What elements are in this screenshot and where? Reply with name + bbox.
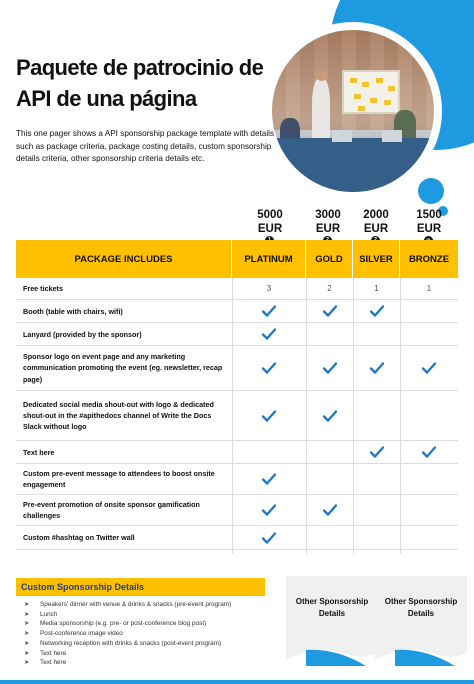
table-row: [16, 526, 458, 550]
row-label: Custom pre-event message to attendees to boost onsite engagement: [23, 468, 215, 489]
price-silver: [351, 208, 401, 236]
whiteboard: [342, 70, 400, 114]
check-icon: [353, 441, 400, 463]
check-icon: [306, 391, 353, 440]
arrow-bullet-icon: ➤: [24, 639, 30, 647]
check-icon: [232, 391, 306, 440]
empty-cell: [353, 391, 400, 440]
empty-cell: [353, 464, 400, 494]
check-icon: [400, 441, 458, 463]
row-label: Text here: [23, 447, 55, 457]
check-icon: [306, 495, 353, 525]
row-label: Sponsor logo on event page and any marketing communication promoting the event (eg. newsletter, recap page): [23, 352, 223, 384]
arrow-bullet-icon: ➤: [24, 601, 30, 608]
table-row: [16, 495, 458, 526]
check-icon: [306, 346, 353, 390]
list-item-text: Networking reception with drinks & snacks (post-event program): [40, 639, 222, 647]
check-icon: [232, 346, 306, 390]
other-sponsorship-card: [375, 576, 467, 668]
arrow-bullet-icon: ➤: [24, 620, 30, 628]
check-icon: [353, 300, 400, 322]
table-row: [16, 278, 458, 300]
header-bronze: BRONZE: [400, 240, 458, 278]
check-icon: [232, 464, 306, 494]
empty-cell: [306, 323, 353, 345]
row-label: Free tickets: [23, 284, 63, 293]
card-wave-decoration: [375, 642, 467, 668]
empty-cell: [306, 526, 353, 549]
footer-accent-bar: [0, 680, 474, 684]
cell-value: 1: [426, 284, 432, 293]
list-item: [24, 658, 274, 668]
price-currency: EUR: [363, 223, 389, 235]
empty-cell: [353, 526, 400, 549]
price-amount: 3000: [315, 209, 341, 221]
cell-value: 3: [266, 284, 272, 293]
list-item-text: Post-conference image video: [40, 630, 123, 638]
empty-cell: [353, 495, 400, 525]
decorative-dot: [418, 178, 444, 204]
empty-cell: [353, 323, 400, 345]
custom-sponsorship-list: [24, 600, 274, 668]
empty-cell: [400, 495, 458, 525]
check-icon: [232, 526, 306, 549]
list-item-text: Lunch: [40, 610, 58, 618]
check-icon: [232, 323, 306, 345]
check-icon: [306, 300, 353, 322]
card-wave-decoration: [286, 642, 378, 668]
header-gold: GOLD: [306, 240, 353, 278]
price-amount: 5000: [257, 209, 283, 221]
package-table: [16, 240, 458, 554]
empty-cell: [232, 441, 306, 463]
header-package-includes: PACKAGE INCLUDES: [16, 240, 232, 278]
list-item-text: Speakers' dinner with venue & drinks & snacks (pre-event program): [40, 601, 232, 608]
list-item: [24, 610, 274, 620]
check-icon: [400, 346, 458, 390]
row-label: Custom #hashtag on Twitter wall: [23, 533, 135, 542]
custom-sponsorship-title: Custom Sponsorship Details: [16, 578, 265, 596]
table-row: [16, 464, 458, 495]
check-icon: [232, 495, 306, 525]
price-currency: EUR: [416, 223, 442, 235]
list-item: [24, 649, 274, 659]
cell-value: 1: [374, 284, 379, 293]
header-silver: SILVER: [353, 240, 400, 278]
intro-text: This one pager shows a API sponsorship package template with details such as package criteria, package costing details, custom sponsorship details criteria, other sponsorship criteria details etc.: [16, 129, 275, 164]
row-label: Pre-event promotion of onsite sponsor gamification challenges: [23, 499, 200, 520]
list-item: [24, 600, 274, 610]
table-row: [16, 391, 458, 441]
check-icon: [353, 346, 400, 390]
row-label: Booth (table with chairs, wifi): [23, 306, 123, 316]
empty-cell: [306, 441, 353, 463]
price-currency: EUR: [315, 223, 341, 235]
card-text: Other Sponsorship Details: [295, 597, 369, 618]
price-platinum: [245, 208, 295, 236]
header-platinum: PLATINUM: [232, 240, 306, 278]
arrow-bullet-icon: ➤: [24, 649, 30, 657]
price-amount: 2000: [363, 209, 389, 221]
check-icon: [232, 300, 306, 322]
meeting-photo: [272, 30, 434, 192]
table-row: [16, 441, 458, 464]
list-item-text: Text here: [40, 659, 67, 667]
empty-cell: [400, 300, 458, 322]
empty-cell: [306, 464, 353, 494]
table-row: [16, 300, 458, 323]
row-label: Dedicated social media shout-out with logo & dedicated shout-out in the #apithedocs channel of Write the Docs Slack without logo: [23, 399, 214, 432]
table-row: [16, 323, 458, 346]
empty-cell: [400, 323, 458, 345]
empty-cell: [400, 526, 458, 549]
list-item-text: Media sponsorship (e.g. pre- or post-conference blog post): [40, 620, 207, 628]
arrow-bullet-icon: ➤: [24, 659, 30, 667]
card-text: Other Sponsorship Details: [384, 597, 458, 618]
list-item: [24, 629, 274, 639]
price-bronze: [404, 208, 454, 236]
arrow-bullet-icon: ➤: [24, 610, 30, 618]
price-gold: [303, 208, 353, 236]
table-row: [16, 346, 458, 391]
price-amount: 1500: [416, 209, 442, 221]
arrow-bullet-icon: ➤: [24, 630, 30, 638]
other-sponsorship-card: [286, 576, 378, 668]
price-currency: EUR: [257, 223, 283, 235]
row-label: Lanyard (provided by the sponsor): [23, 329, 142, 339]
empty-cell: [400, 391, 458, 440]
list-item: [24, 639, 274, 649]
page-title: Paquete de patrocinio de API de una página: [16, 55, 264, 111]
empty-cell: [400, 464, 458, 494]
table-header: [16, 240, 458, 278]
list-item: [24, 619, 274, 629]
list-item-text: Text here: [40, 649, 67, 657]
cell-value: 2: [327, 284, 332, 293]
